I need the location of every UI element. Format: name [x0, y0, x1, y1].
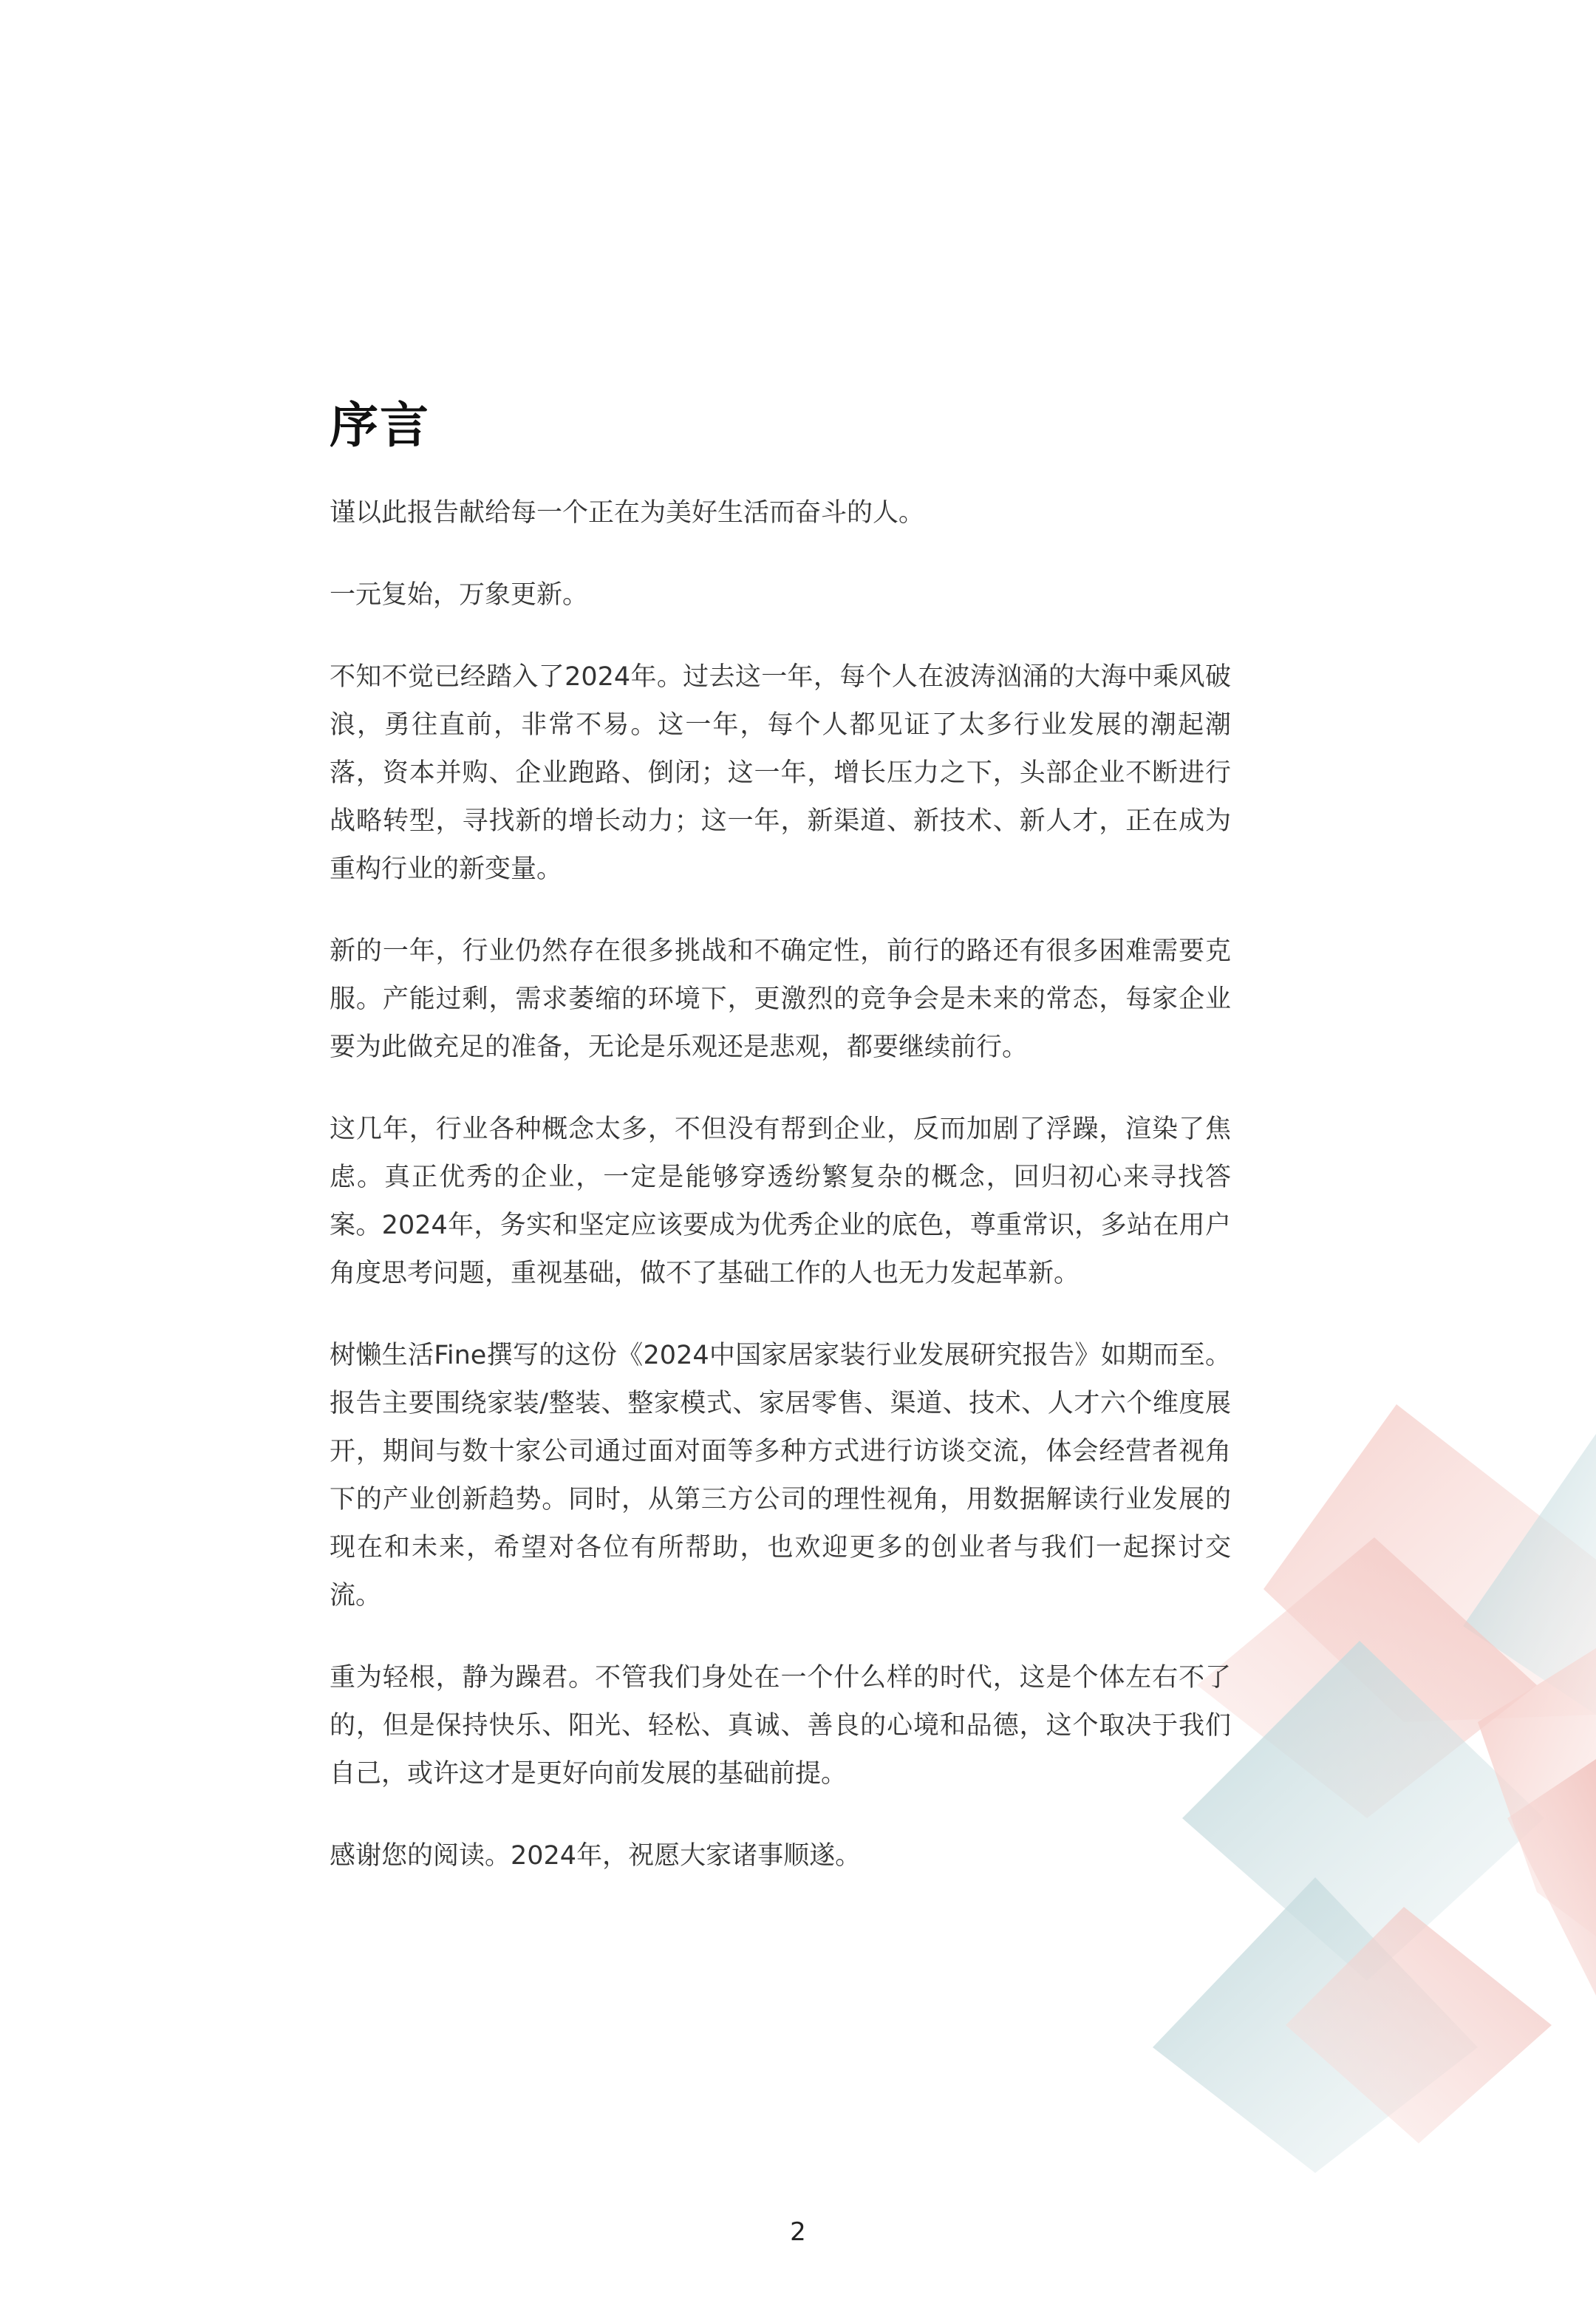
paragraph-challenges: 新的一年，行业仍然存在很多挑战和不确定性，前行的路还有很多困难需要克服。产能过剩，需求萎缩的环境下，更激烈的竞争会是未来的常态，每家企业要为此做充足的准备，无论是乐观还是悲观，都要继续前行。: [330, 936, 1231, 1062]
paragraph-new-year: 一元复始，万象更新。: [330, 580, 589, 610]
paragraph-mindset: 重为轻根，静为躁君。不管我们身处在一个什么样的时代，这是个体左右不了的，但是保持快乐、阳光、轻松、真诚、善良的心境和品德，这个取决于我们自己，或许这才是更好向前发展的基础前提。: [330, 1663, 1231, 1789]
paragraph-report-intro: 树懒生活Fine撰写的这份《2024中国家居家装行业发展研究报告》如期而至。报告主要围绕家装/整装、整家模式、家居零售、渠道、技术、人才六个维度展开，期间与数十家公司通过面对面等多种方式进行访谈交流，体会经营者视角下的产业创新趋势。同时，从第三方公司的理性视角，用数据解读行业发展的现在和未来，希望对各位有所帮助，也欢迎更多的创业者与我们一起探讨交流。: [330, 1341, 1231, 1611]
paragraph-past-year: 不知不觉已经踏入了2024年。过去这一年，每个人在波涛汹涌的大海中乘风破浪，勇往直前，非常不易。这一年，每个人都见证了太多行业发展的潮起潮落，资本并购、企业跑路、倒闭；这一年，增长压力之下，头部企业不断进行战略转型，寻找新的增长动力；这一年，新渠道、新技术、新人才，正在成为重构行业的新变量。: [330, 662, 1231, 884]
page-title: 序言: [330, 397, 430, 454]
page-number: 2: [790, 2217, 806, 2247]
paragraph-dedication: 谨以此报告献给每一个正在为美好生活而奋斗的人。: [330, 498, 925, 528]
paragraph-concepts: 这几年，行业各种概念太多，不但没有帮到企业，反而加剧了浮躁，渲染了焦虑。真正优秀的企业，一定是能够穿透纷繁复杂的概念，回归初心来寻找答案。2024年，务实和坚定应该要成为优秀企业的底色，尊重常识，多站在用户角度思考问题，重视基础，做不了基础工作的人也无力发起革新。: [330, 1115, 1231, 1288]
preface-body: [330, 489, 1231, 1914]
paragraph-thanks: 感谢您的阅读。2024年，祝愿大家诸事顺遂。: [330, 1841, 862, 1871]
